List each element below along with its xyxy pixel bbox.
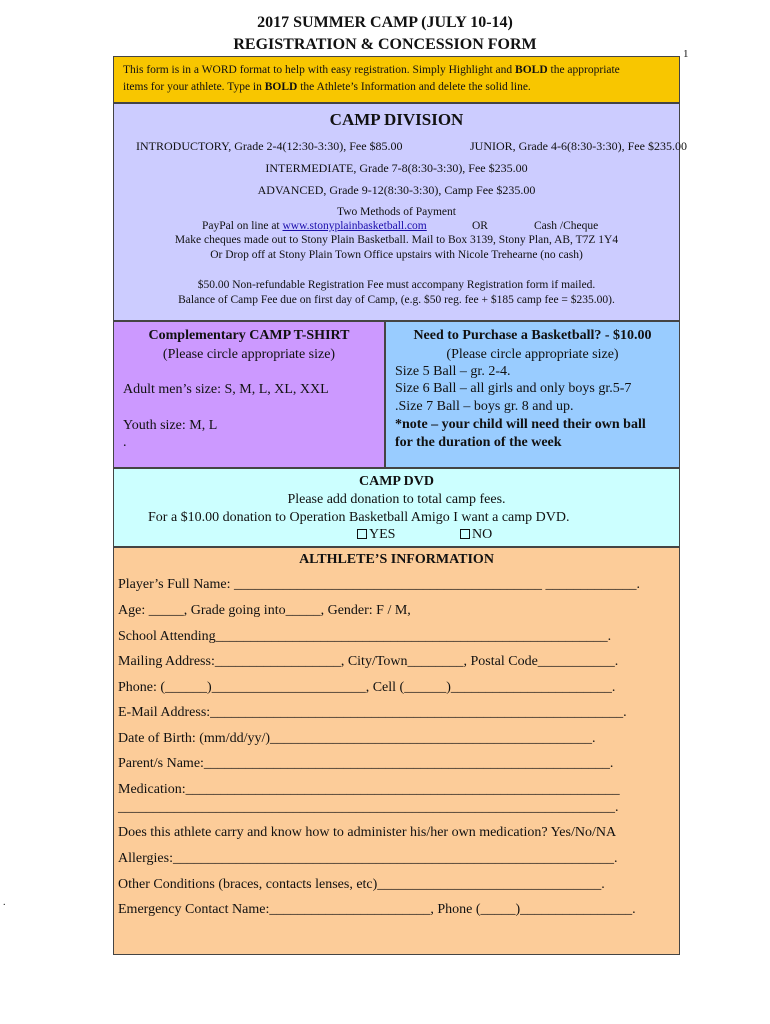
division-advanced: ADVANCED, Grade 9-12(8:30-3:30), Camp Fee $235.00 — [257, 183, 536, 197]
no-checkbox[interactable] — [460, 529, 470, 539]
basketball-subheading: (Please circle appropriate size) — [446, 347, 619, 362]
instructions-box — [113, 56, 680, 103]
division-junior: JUNIOR, Grade 4-6(8:30-3:30), Fee $235.00 — [470, 139, 687, 153]
division-intermediate: INTERMEDIATE, Grade 7-8(8:30-3:30), Fee $235.00 — [265, 161, 528, 175]
payment-heading: Two Methods of Payment — [337, 206, 456, 218]
form-title-line2: REGISTRATION & CONCESSION FORM — [233, 36, 537, 53]
basketball-heading: Need to Purchase a Basketball? - $10.00 — [413, 328, 652, 343]
ball-size-6: Size 6 Ball – all girls and only boys gr.5-7 — [395, 381, 632, 396]
tshirt-adult-sizes: Adult men’s size: S, M, L, XL, XXL — [123, 382, 329, 397]
dropoff-instructions: Or Drop off at Stony Plain Town Office upstairs with Nicole Trehearne (no cash) — [210, 249, 583, 261]
ball-size-7: .Size 7 Ball – boys gr. 8 and up. — [395, 399, 574, 414]
dvd-yes-option[interactable]: YES — [357, 527, 395, 543]
field-mailing-address[interactable]: Mailing Address:__________________, City/Town________, Postal Code___________. — [118, 654, 619, 669]
ball-size-5: Size 5 Ball – gr. 2-4. — [395, 364, 511, 379]
field-date-of-birth[interactable]: Date of Birth: (mm/dd/yy/)______________________________________________. — [118, 731, 596, 746]
division-introductory: INTRODUCTORY, Grade 2-4(12:30-3:30), Fee $85.00 — [136, 139, 403, 153]
field-medication[interactable]: Medication:______________________________________________________________ — [118, 782, 620, 797]
page-number: 1 — [683, 48, 689, 60]
margin-mark: . — [3, 897, 6, 908]
tshirt-dot: . — [123, 435, 127, 450]
tshirt-heading: Complementary CAMP T-SHIRT — [148, 328, 350, 343]
athlete-info-heading: ALTHLETE’S INFORMATION — [299, 552, 494, 567]
payment-or: OR — [472, 220, 488, 232]
basketball-note-line2: for the duration of the week — [395, 435, 562, 450]
tshirt-box — [113, 321, 385, 468]
yes-checkbox[interactable] — [357, 529, 367, 539]
field-player-name[interactable]: Player’s Full Name: ____________________________________________ _____________. — [118, 577, 641, 592]
paypal-line: PayPal on line at www.stonyplainbasketball.com — [202, 220, 427, 232]
dvd-no-option[interactable]: NO — [460, 527, 492, 543]
cheque-instructions: Make cheques made out to Stony Plain Basketball. Mail to Box 3139, Stony Plan, AB, T7Z 1Y4 — [174, 234, 619, 246]
paypal-link[interactable]: www.stonyplainbasketball.com — [282, 220, 427, 232]
instructions-line1: This form is in a WORD format to help with easy registration. Simply Highlight and BOLD the appropriate — [123, 64, 620, 76]
camp-division-heading: CAMP DIVISION — [329, 110, 464, 129]
field-allergies[interactable]: Allergies:_______________________________________________________________. — [118, 851, 618, 866]
dvd-heading: CAMP DVD — [358, 474, 435, 489]
field-medication-continued[interactable]: _______________________________________________________________________. — [118, 800, 619, 815]
field-emergency-contact[interactable]: Emergency Contact Name:_______________________, Phone (_____)________________. — [118, 902, 636, 917]
dvd-line1: Please add donation to total camp fees. — [287, 492, 506, 507]
dvd-line2: For a $10.00 donation to Operation Basketball Amigo I want a camp DVD. — [148, 510, 570, 525]
instructions-line2: items for your athlete. Type in BOLD the Athlete’s Information and delete the solid line. — [123, 81, 531, 93]
field-self-administer-medication[interactable]: Does this athlete carry and know how to administer his/her own medication? Yes/No/NA — [118, 825, 617, 840]
basketball-note-line1: *note – your child will need their own ball — [395, 417, 646, 432]
payment-cash-cheque: Cash /Cheque — [534, 220, 599, 232]
tshirt-subheading: (Please circle appropriate size) — [162, 347, 336, 362]
basketball-box — [385, 321, 680, 468]
field-age-grade-gender[interactable]: Age: _____, Grade going into_____, Gender: F / M, — [118, 603, 411, 618]
field-phone-cell[interactable]: Phone: (______)______________________, Cell (______)_______________________. — [118, 680, 616, 695]
tshirt-youth-sizes: Youth size: M, L — [123, 418, 218, 433]
athlete-info-box — [113, 547, 680, 955]
field-parent-name[interactable]: Parent/s Name:__________________________________________________________. — [118, 756, 614, 771]
field-email[interactable]: E-Mail Address:___________________________________________________________. — [118, 705, 627, 720]
camp-division-box — [113, 103, 687, 321]
fee-note-line2: Balance of Camp Fee due on first day of Camp, (e.g. $50 reg. fee + $185 camp fee = $235.00). — [178, 294, 615, 306]
form-title-line1: 2017 SUMMER CAMP (JULY 10-14) — [257, 14, 513, 31]
field-school[interactable]: School Attending________________________________________________________. — [118, 629, 612, 644]
camp-dvd-box — [113, 468, 680, 547]
fee-note-line1: $50.00 Non-refundable Registration Fee must accompany Registration form if mailed. — [197, 279, 596, 291]
field-other-conditions[interactable]: Other Conditions (braces, contacts lenses, etc)________________________________. — [118, 877, 605, 892]
